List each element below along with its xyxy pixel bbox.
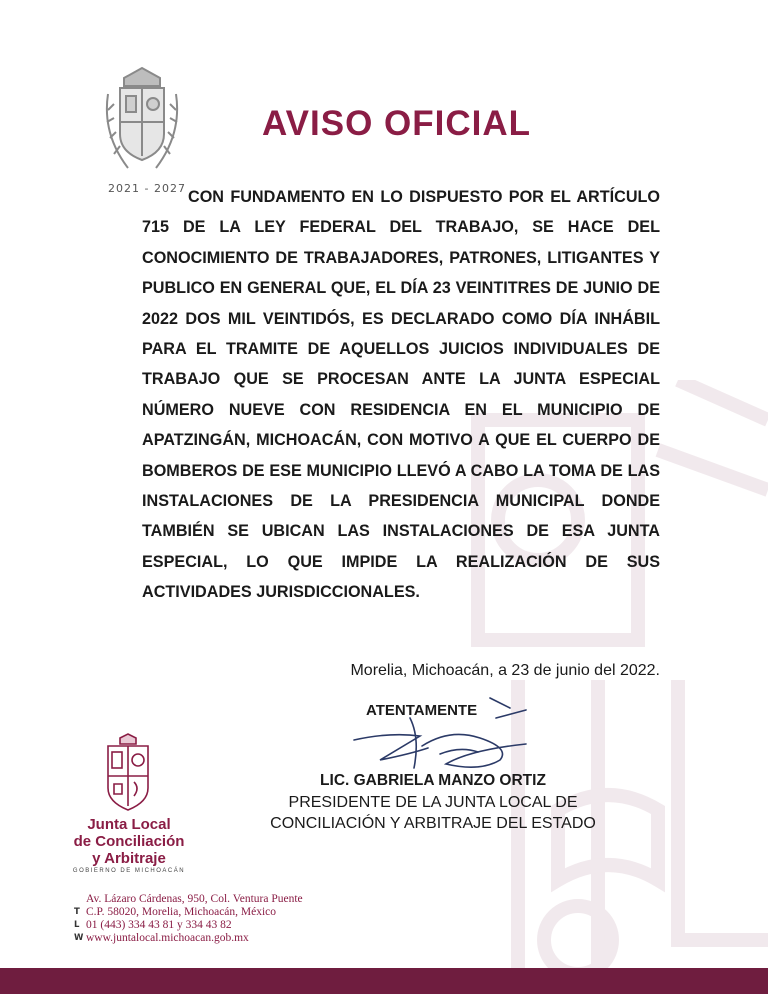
notice-body: CON FUNDAMENTO EN LO DISPUESTO POR EL ARTÍCULO 715 DE LA LEY FEDERAL DEL TRABAJO, SE HACE DEL CONOCIMIENTO DE TRABAJADORES, PATRONES, LITIGANTES Y PUBLICO EN GENERAL QUE, EL DÍA 23 VEINTITRES DE JUNIO DE 2022 DOS MIL VEINTIDÓS, ES DECLARADO COMO DÍA INHÁBIL PARA EL TRAMITE DE AQUELLOS JUICIOS INDIVIDUALES DE TRABAJO QUE SE PROCESAN ANTE LA JUNTA ESPECIAL NÚMERO NUEVE CON RESIDENCIA EN EL MUNICIPIO DE APATZINGÁN, MICHOACÁN, CON MOTIVO A QUE EL CUERPO DE BOMBEROS DE ESE MUNICIPIO LLEVÓ A CABO LA TOMA DE LAS INSTALACIONES DE LA PRESIDENCIA MUNICIPAL DONDE TAMBIÉN SE UBICAN LAS INSTALACIONES DE ESA JUNTA ESPECIAL, LO QUE IMPIDE LA REALIZACIÓN DE SUS ACTIVIDADES JURISDICCIONALES. xyxy=(142,188,660,602)
contact-markers xyxy=(74,906,83,945)
institution-name-line-3: y Arbitraje xyxy=(92,850,166,867)
contact-marker: W xyxy=(74,933,84,943)
closing-salutation: ATENTAMENTE xyxy=(366,702,478,719)
shield-logo-icon xyxy=(100,732,156,812)
contact-marker: T xyxy=(74,907,80,917)
coat-of-arms-icon xyxy=(104,64,180,176)
website-link[interactable]: www.juntalocal.michoacan.gob.mx xyxy=(86,932,249,944)
institution-subtitle: GOBIERNO DE MICHOACÁN xyxy=(72,868,186,874)
address-line-2: C.P. 58020, Morelia, Michoacán, México xyxy=(86,906,277,918)
government-period: 2021 - 2027 xyxy=(108,182,186,195)
phone-numbers: 01 (443) 334 43 81 y 334 43 82 xyxy=(86,919,232,931)
signer-role-line-2: CONCILIACIÓN Y ARBITRAJE DEL ESTADO xyxy=(270,815,596,832)
signer-role xyxy=(150,792,716,834)
institution-name xyxy=(66,816,192,867)
contact-address xyxy=(86,893,303,945)
contact-marker: L xyxy=(74,920,80,930)
footer-band xyxy=(0,968,768,994)
address-line-1: Av. Lázaro Cárdenas, 950, Col. Ventura Puente xyxy=(86,893,303,905)
signer-name: LIC. GABRIELA MANZO ORTIZ xyxy=(320,772,546,789)
page-title: AVISO OFICIAL xyxy=(262,104,532,143)
institution-name-line-2: de Conciliación xyxy=(73,833,185,850)
place-and-date: Morelia, Michoacán, a 23 de junio del 2022. xyxy=(350,662,660,679)
signer-role-line-1: PRESIDENTE DE LA JUNTA LOCAL DE xyxy=(288,794,578,811)
institution-name-line-1: Junta Local xyxy=(87,816,171,833)
